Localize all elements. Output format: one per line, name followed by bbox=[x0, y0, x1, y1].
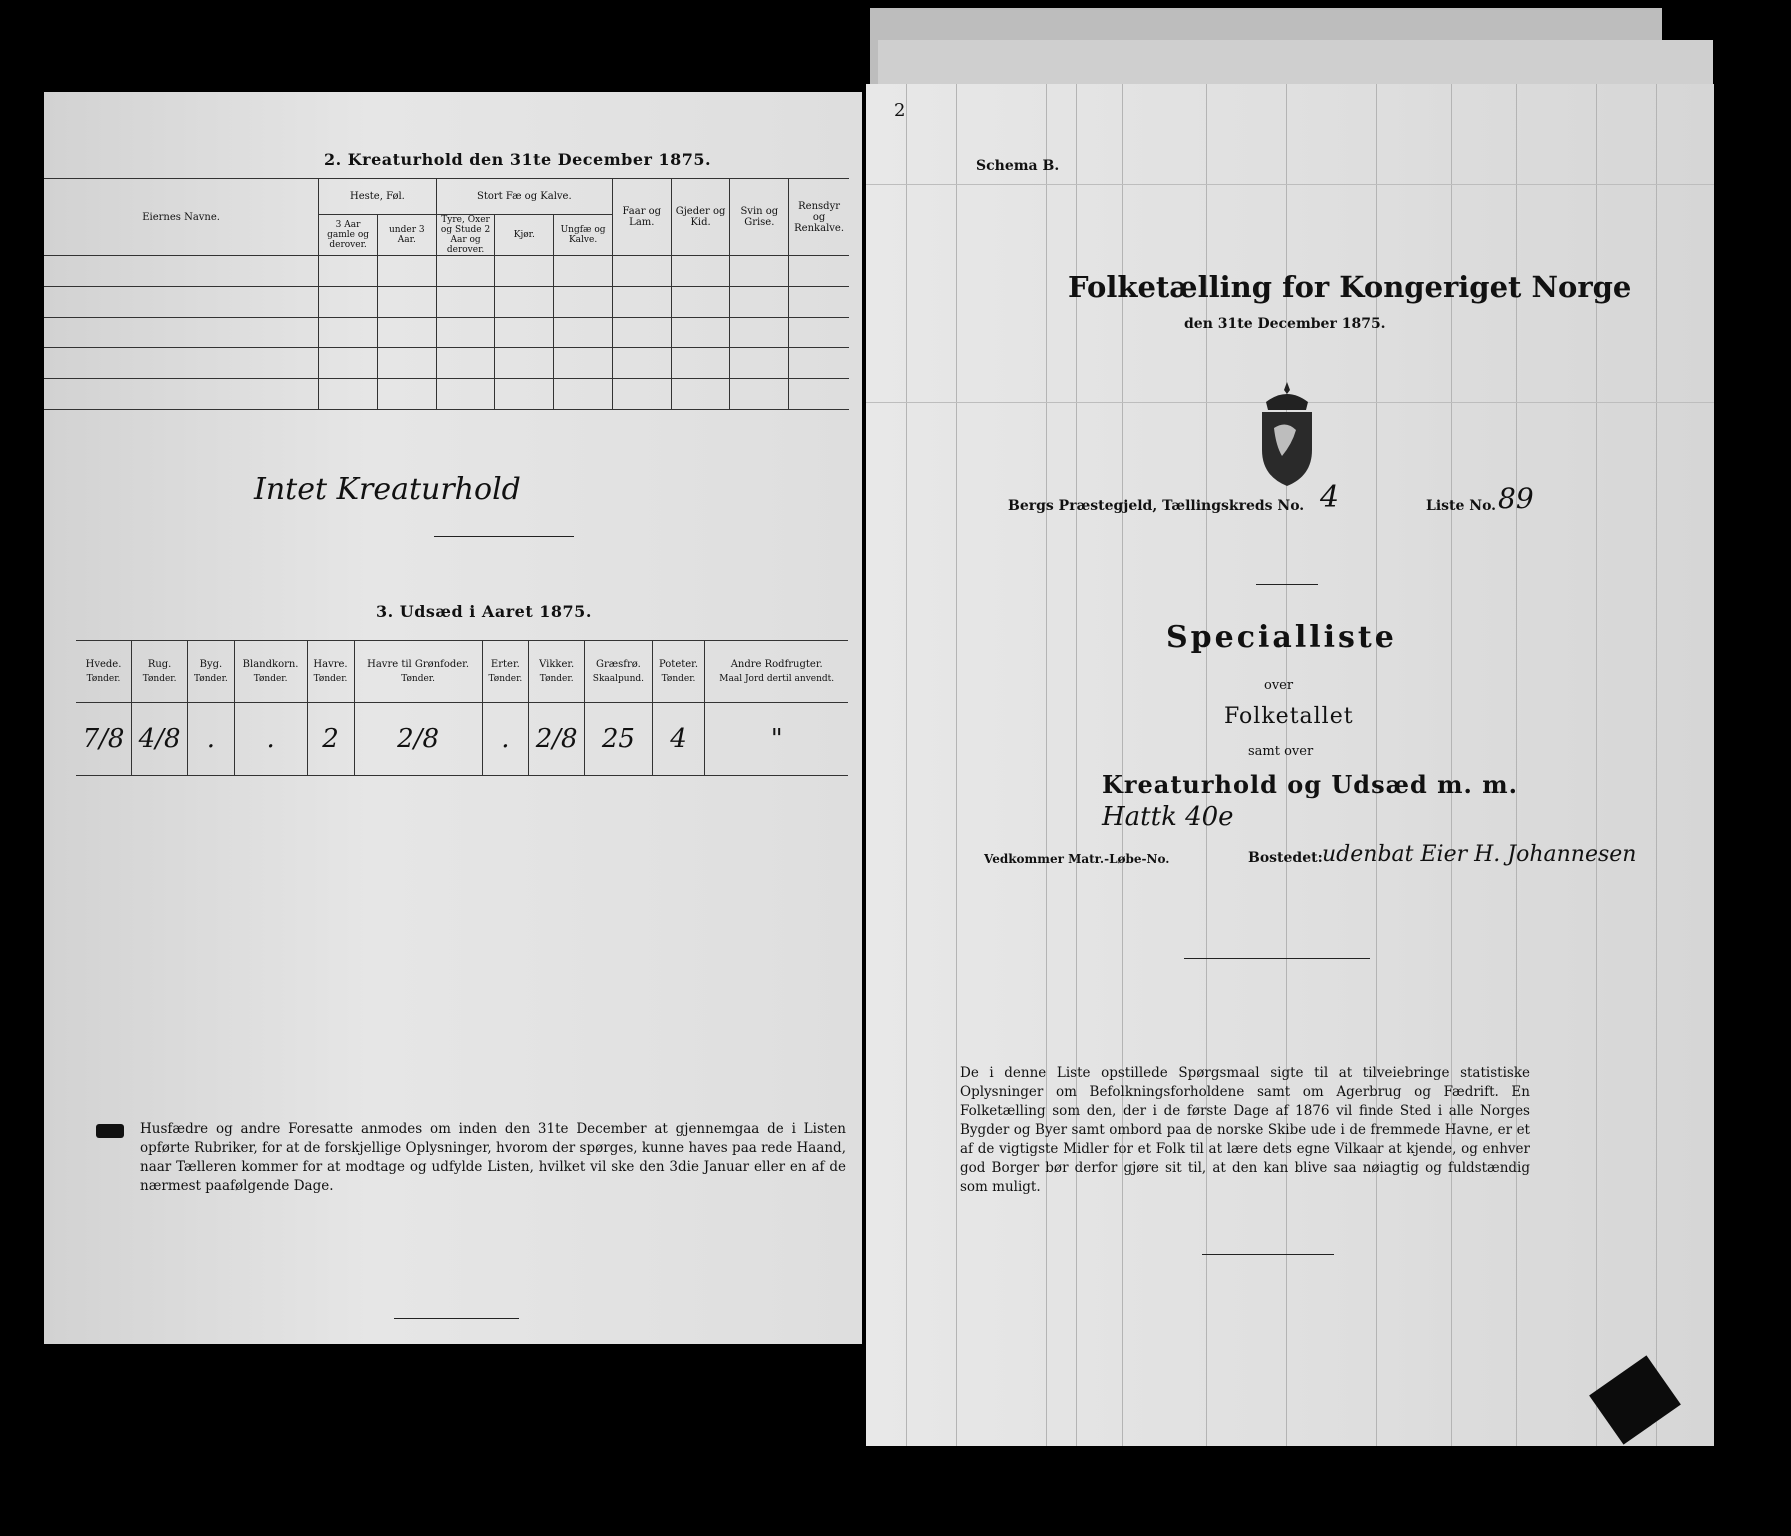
bulls-header: Tyre, Oxer og Stude 2 Aar og derover. bbox=[436, 215, 495, 256]
seed-unit: Tønder. bbox=[194, 674, 228, 684]
page-subtitle: den 31te December 1875. bbox=[1184, 316, 1386, 332]
seed-value: 2/8 bbox=[529, 703, 585, 776]
seed-name: Græsfrø. bbox=[596, 659, 641, 670]
horses-adult-header: 3 Aar gamle og derover. bbox=[319, 215, 378, 256]
seed-unit: Tønder. bbox=[253, 674, 288, 684]
seed-name: Vikker. bbox=[539, 659, 575, 670]
seed-unit: Maal Jord dertil anvendt. bbox=[719, 674, 835, 684]
seed-unit: Skaalpund. bbox=[592, 674, 645, 684]
bostedet-value: udenbat Eier H. Johannesen bbox=[1322, 842, 1637, 867]
pigs-header: Svin og Grise. bbox=[730, 179, 789, 256]
seed-value: 4/8 bbox=[132, 703, 188, 776]
seed-value: 2/8 bbox=[354, 703, 482, 776]
list-label: Liste No. bbox=[1426, 498, 1497, 514]
seed-value: " bbox=[705, 703, 848, 776]
cattle-header: Stort Fæ og Kalve. bbox=[436, 179, 612, 215]
folketallet-label: Folketallet bbox=[1224, 704, 1354, 729]
page-title: Folketælling for Kongeriget Norge bbox=[1068, 270, 1632, 304]
seed-name: Havre til Grønfoder. bbox=[367, 659, 470, 670]
seed-column-header bbox=[132, 641, 188, 703]
section2-title: 2. Kreaturhold den 31te December 1875. bbox=[324, 150, 712, 169]
explanation-paragraph: De i denne Liste opstillede Spørgsmaal sigte til at tilveiebringe statistiske Oplysninger om Befolkningsforholdene samt om Agerbrug og Fædrift. En Folketælling som den, der i de første Dage af 1876 vil finde Sted i alle Norges Bygder og Byer samt ombord paa de norske Skibe ude i de fremmede Havne, er et af de vigtigste Midler for et Folk til at lære dets egne Vilkaar at kjende, og enhver god Borger bør derfor gjøre sit til, at den kan blive saa nøiagtig og fuldstændig som muligt. bbox=[960, 1065, 1530, 1195]
section3-title: 3. Udsæd i Aaret 1875. bbox=[376, 602, 592, 621]
specialliste-heading: Specialliste bbox=[1166, 620, 1397, 655]
seed-unit: Tønder. bbox=[313, 674, 348, 684]
divider bbox=[1202, 1254, 1334, 1255]
seed-column-header bbox=[76, 641, 132, 703]
divider bbox=[434, 536, 574, 537]
vedkommer-label: Vedkommer Matr.-Løbe-No. bbox=[984, 852, 1170, 866]
coat-of-arms-icon bbox=[1252, 380, 1322, 490]
seed-column-header bbox=[234, 641, 307, 703]
seed-unit: Tønder. bbox=[661, 674, 696, 684]
livestock-table bbox=[44, 178, 849, 410]
handwritten-code: Hattk 40e bbox=[1102, 802, 1234, 832]
left-page bbox=[44, 92, 862, 1344]
seed-value: 4 bbox=[652, 703, 705, 776]
seed-unit: Tønder. bbox=[539, 674, 574, 684]
seed-unit: Tønder. bbox=[142, 674, 177, 684]
seed-name: Byg. bbox=[199, 659, 223, 670]
schema-label: Schema B. bbox=[976, 158, 1060, 174]
seed-unit: Tønder. bbox=[401, 674, 435, 684]
sheep-header: Faar og Lam. bbox=[612, 179, 671, 256]
seed-value: 7/8 bbox=[76, 703, 132, 776]
seed-name: Havre. bbox=[313, 659, 348, 670]
reindeer-header: Rensdyr og Renkalve. bbox=[789, 179, 849, 256]
seed-column-header bbox=[705, 641, 848, 703]
seed-column-header bbox=[482, 641, 528, 703]
seed-column-header bbox=[585, 641, 652, 703]
divider bbox=[1256, 584, 1318, 585]
seed-unit: Tønder. bbox=[86, 674, 121, 684]
seed-name: Rug. bbox=[147, 659, 172, 670]
owner-header: Eiernes Navne. bbox=[44, 179, 319, 256]
goats-header: Gjeder og Kid. bbox=[671, 179, 730, 256]
seed-table bbox=[76, 640, 848, 776]
right-page bbox=[866, 84, 1714, 1446]
divider bbox=[394, 1318, 519, 1319]
seed-value: 2 bbox=[307, 703, 354, 776]
seed-value: . bbox=[234, 703, 307, 776]
bostedet-label: Bostedet: bbox=[1248, 850, 1323, 866]
seed-value: . bbox=[188, 703, 234, 776]
seed-column-header bbox=[354, 641, 482, 703]
notice-text: Husfædre og andre Foresatte anmodes om inden den 31te December at gjennemgaa de i Listen opførte Rubriker, for at de forskjellige Oplysninger, hvorom der spørges, kunne haves paa rede Haand, naar Tælleren kommer for at modtage og udfylde Listen, hvilket vil ske den 3die Januar eller en af de nærmest paafølgende Dage. bbox=[140, 1121, 846, 1194]
parish-label: Bergs Præstegjeld, Tællingskreds No. bbox=[1008, 498, 1305, 514]
divider bbox=[1184, 958, 1370, 959]
kreaturhold-label: Kreaturhold og Udsæd m. m. bbox=[1102, 770, 1518, 799]
seed-name: Poteter. bbox=[658, 659, 699, 670]
seed-name: Erter. bbox=[490, 659, 520, 670]
samt-over-label: samt over bbox=[1248, 744, 1314, 759]
seed-unit: Tønder. bbox=[488, 674, 523, 684]
horses-young-header: under 3 Aar. bbox=[377, 215, 436, 256]
seed-name: Hvede. bbox=[85, 659, 122, 670]
calves-header: Ungfæ og Kalve. bbox=[554, 215, 613, 256]
seed-value: 25 bbox=[585, 703, 652, 776]
seed-value: . bbox=[482, 703, 528, 776]
over-label: over bbox=[1264, 678, 1294, 693]
horses-header: Heste, Føl. bbox=[319, 179, 437, 215]
pointing-hand-icon bbox=[96, 1124, 124, 1138]
seed-column-header bbox=[188, 641, 234, 703]
seed-column-header bbox=[307, 641, 354, 703]
seed-column-header bbox=[529, 641, 585, 703]
handwritten-note: Intet Kreaturhold bbox=[254, 472, 521, 507]
district-number: 4 bbox=[1320, 480, 1340, 515]
corner-mark: 2 bbox=[894, 100, 906, 121]
seed-name: Blandkorn. bbox=[242, 659, 299, 670]
list-number: 89 bbox=[1498, 482, 1534, 515]
seed-column-header bbox=[652, 641, 705, 703]
seed-name: Andre Rodfrugter. bbox=[730, 659, 823, 670]
cows-header: Kjør. bbox=[495, 215, 554, 256]
